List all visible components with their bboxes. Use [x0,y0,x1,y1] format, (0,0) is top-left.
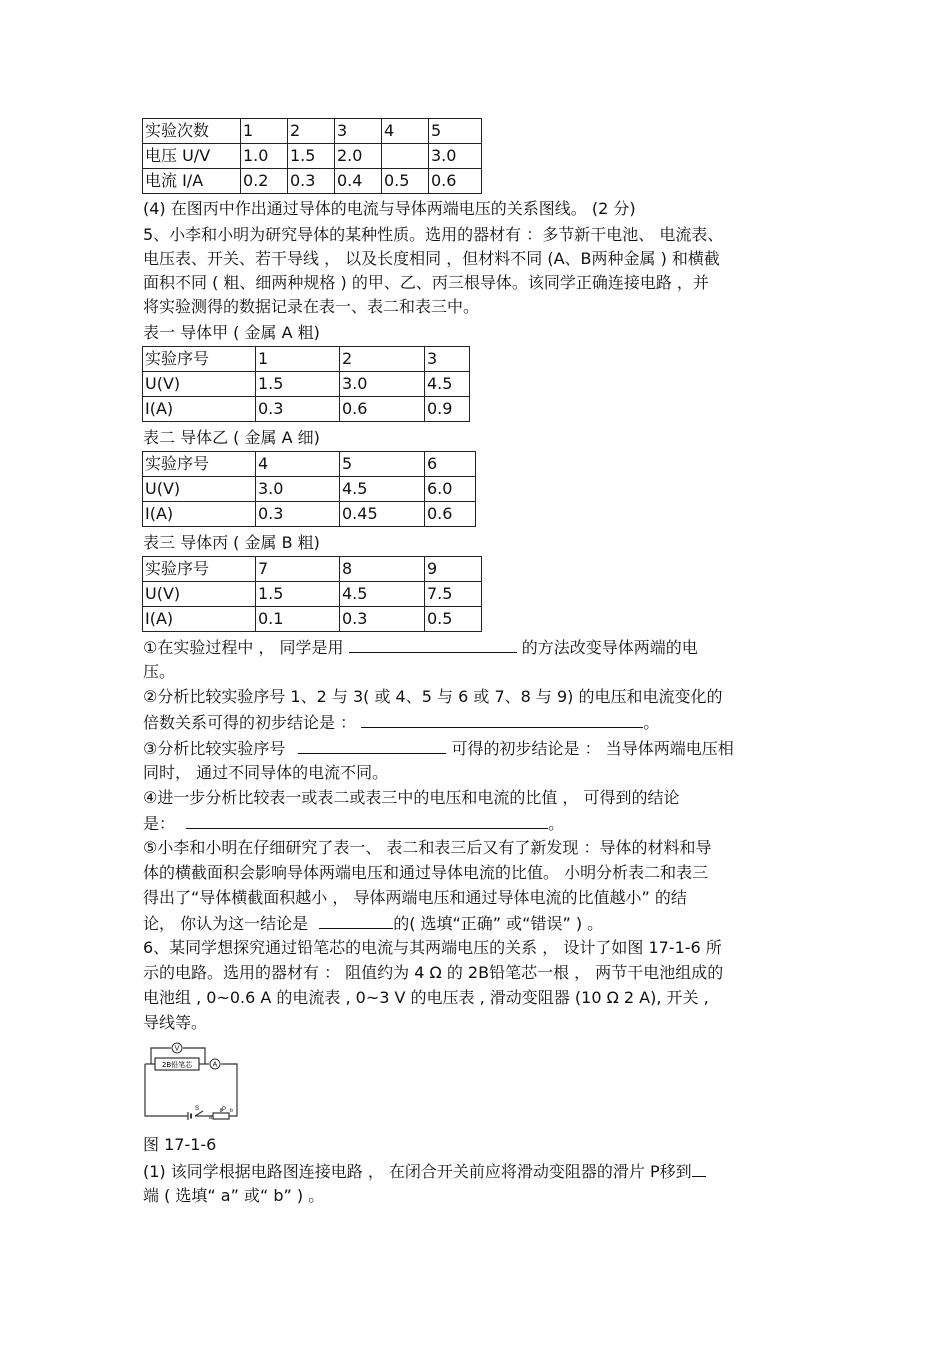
table-1-caption: 表一 导体甲 ( 金属 A 粗) [143,323,320,342]
table-cell: 0.45 [340,502,425,527]
table-cell: 0.3 [340,607,425,632]
table-cell: 1.5 [256,582,340,607]
answer-blank[interactable] [692,1160,706,1177]
table-3-caption: 表三 导体丙 ( 金属 B 粗) [143,533,320,552]
table-cell: 电压 U/V [143,144,241,169]
table-cell: I(A) [143,397,256,422]
table-row [143,582,482,607]
table-cell: 8 [340,557,425,582]
answer-blank[interactable] [319,912,393,929]
table-cell: I(A) [143,607,256,632]
question-text: ①在实验过程中 ， 同学是用 [143,638,344,657]
table-cell: 实验次数 [143,119,241,144]
table-row [143,119,482,144]
table-cell: 3.0 [256,477,340,502]
problem-5-line-3: 面积不同 ( 粗、细两种规格 ) 的甲、乙、丙三根导体。该同学正确连接电路 ，并 [143,273,709,292]
problem-6-question-1-line-1 [143,1160,706,1183]
answer-blank[interactable] [349,636,517,653]
data-table-1 [142,346,470,422]
table-cell: 4.5 [340,582,425,607]
table-cell: 实验序号 [143,452,256,477]
question-4-line-1: ④进一步分析比较表一或表二或表三中的电压和电流的比值 ， 可得到的结论 [143,788,680,807]
table-row [143,144,482,169]
table-cell: 1.5 [288,144,335,169]
problem-5-line-2: 电压表、开关、若干导线 ， 以及长度相同 ，但材料不同 (A、B两种金属 ) 和横截 [143,249,720,268]
question-text: 可得的初步结论是 ： 当导体两端电压相 [451,739,734,758]
figure-caption: 图 17-1-6 [143,1135,217,1154]
table-cell: 5 [429,119,482,144]
answer-blank[interactable] [298,737,446,754]
table-cell: 0.6 [340,397,425,422]
problem-6-line-4: 导线等。 [143,1013,208,1032]
answer-blank[interactable] [361,711,643,728]
data-table-experiment [142,118,482,194]
table-cell: 2 [288,119,335,144]
table-row [143,607,482,632]
question-3-line-1 [143,737,734,760]
table-2-caption: 表二 导体乙 ( 金属 A 细) [143,428,320,447]
table-cell: I(A) [143,502,256,527]
question-text: 是： [143,814,176,833]
ammeter-label: A [212,1061,218,1069]
table-cell: 6.0 [425,477,476,502]
rheostat-end-a: a [209,1115,212,1120]
question-text: 。 [548,814,565,833]
table-cell: 3 [425,347,470,372]
table-cell: 2.0 [335,144,382,169]
data-table-2 [142,451,476,527]
table-row [143,557,482,582]
circuit-diagram [143,1040,239,1120]
question-text: 的( 选填“正确” 或“错误” ) 。 [393,914,604,933]
table-cell: 7 [256,557,340,582]
table-row [143,372,470,397]
question-5-line-2: 体的横截面积会影响导体两端电压和通过导体电流的比值。 小明分析表二和表三 [143,863,709,882]
problem-6-line-1: 6、某同学想探究通过铅笔芯的电流与其两端电压的关系 ， 设计了如图 17-1-6 所 [143,938,722,957]
table-row [143,452,476,477]
table-row [143,477,476,502]
table-cell: 电流 I/A [143,169,241,194]
data-table-3 [142,556,482,632]
rheostat-end-b: b [230,1108,233,1114]
table-cell: 0.3 [288,169,335,194]
switch-label: S [195,1106,200,1112]
table-cell: 0.6 [429,169,482,194]
question-4-text: (4) 在图丙中作出通过导体的电流与导体两端电压的关系图线。 (2 分) [143,199,636,218]
question-3-line-2: 同时， 通过不同导体的电流不同。 [143,763,389,782]
table-cell: U(V) [143,372,256,397]
table-cell: 3.0 [429,144,482,169]
pencil-lead-label: 2B铅笔芯 [161,1061,193,1069]
question-1-continuation: 压。 [143,662,176,681]
table-cell [382,144,429,169]
question-text: ③分析比较实验序号 [143,739,286,758]
table-cell: 6 [425,452,476,477]
table-cell: 0.4 [335,169,382,194]
table-row [143,397,470,422]
problem-6-line-3: 电池组 , 0~0.6 A 的电流表 , 0~3 V 的电压表 , 滑动变阻器 (10 Ω 2 A), 开关 , [143,988,709,1007]
table-cell: 0.3 [256,397,340,422]
table-cell: 1 [256,347,340,372]
table-cell: U(V) [143,477,256,502]
slider-label: P [222,1107,227,1113]
table-cell: 1 [241,119,288,144]
question-2-line-2 [143,711,659,734]
question-text: 的方法改变导体两端的电 [521,638,698,657]
table-cell: U(V) [143,582,256,607]
table-cell: 1.0 [241,144,288,169]
table-cell: 3.0 [340,372,425,397]
problem-6-line-2: 示的电路。选用的器材有 ： 阻值约为 4 Ω 的 2B铅笔芯一根 ， 两节干电池组成的 [143,963,724,982]
table-row [143,169,482,194]
table-cell: 2 [340,347,425,372]
table-row [143,347,470,372]
table-cell: 3 [335,119,382,144]
problem-5-line-4: 将实验测得的数据记录在表一、表二和表三中。 [143,297,480,316]
table-cell: 实验序号 [143,347,256,372]
table-cell: 0.5 [382,169,429,194]
table-row [143,502,476,527]
problem-6-question-1-line-2: 端 ( 选填“ a” 或“ b” ) 。 [143,1186,325,1205]
table-cell: 5 [340,452,425,477]
table-cell: 0.9 [425,397,470,422]
table-cell: 7.5 [425,582,482,607]
table-cell: 4.5 [425,372,470,397]
table-cell: 0.6 [425,502,476,527]
question-text: 倍数关系可得的初步结论是 ： [143,713,357,732]
table-cell: 4 [256,452,340,477]
question-text: 论， 你认为这一结论是 [143,914,309,933]
table-cell: 1.5 [256,372,340,397]
question-5-line-4 [143,912,603,935]
question-text: 。 [643,713,660,732]
problem-5-line-1: 5、小李和小明为研究导体的某种性质。选用的器材有 ：多节新干电池、 电流表、 [143,225,724,244]
table-cell: 9 [425,557,482,582]
table-cell: 0.5 [425,607,482,632]
table-cell: 4.5 [340,477,425,502]
voltmeter-label: V [174,1045,180,1053]
question-5-line-1: ⑤小李和小明在仔细研究了表一、 表二和表三后又有了新发现 ：导体的材料和导 [143,838,712,857]
table-cell: 0.1 [256,607,340,632]
question-2-line-1: ②分析比较实验序号 1、2 与 3( 或 4、5 与 6 或 7、8 与 9) 的电压和电流变化的 [143,687,723,706]
table-cell: 0.2 [241,169,288,194]
question-1-line [143,636,698,659]
table-cell: 4 [382,119,429,144]
answer-blank[interactable] [186,812,548,829]
question-5-line-3: 得出了“导体横截面积越小 ， 导体两端电压和通过导体电流的比值越小” 的结 [143,888,687,907]
question-4-line-2 [143,812,564,835]
table-cell: 0.3 [256,502,340,527]
table-cell: 实验序号 [143,557,256,582]
question-text: (1) 该同学根据电路图连接电路 ， 在闭合开关前应将滑动变阻器的滑片 P移到 [143,1162,692,1181]
